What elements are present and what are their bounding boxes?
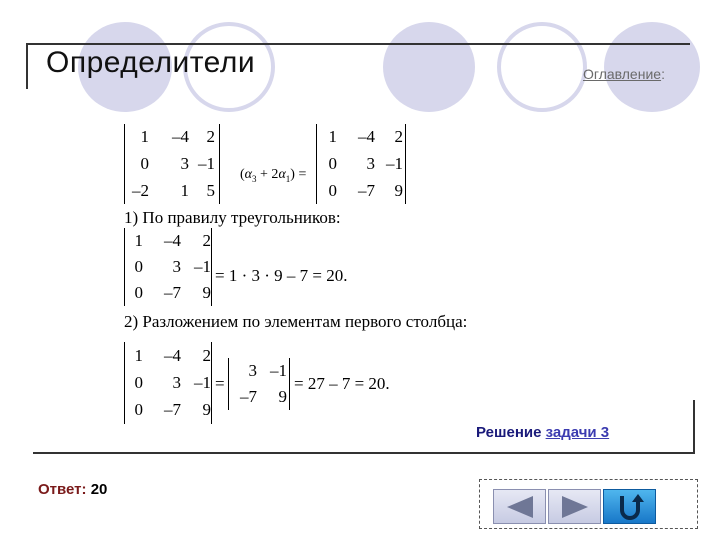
solution-prefix: Решение bbox=[476, 424, 546, 441]
step2-label: 2) Разложением по элементам первого столбца: bbox=[124, 312, 468, 331]
det-step1-cell: 1 bbox=[134, 231, 143, 250]
det-step2-cell: 0 bbox=[134, 400, 143, 420]
det-main-cell: –1 bbox=[198, 153, 215, 173]
alpha1: α bbox=[278, 167, 286, 182]
footer-rule-right bbox=[693, 400, 695, 453]
header-rule-left bbox=[26, 43, 28, 89]
det-step2-cell: –4 bbox=[164, 345, 181, 365]
u-turn-return-icon bbox=[613, 492, 647, 522]
det-step2-cell: 3 bbox=[172, 372, 181, 392]
det-step2-cell: 1 bbox=[134, 345, 143, 365]
toc-suffix: : bbox=[661, 66, 665, 82]
det-result-cell: 0 bbox=[328, 153, 337, 173]
toc-link[interactable]: Оглавление bbox=[583, 66, 662, 82]
alpha3-sub: 3 bbox=[252, 173, 257, 184]
minor-cell: 9 bbox=[278, 387, 287, 406]
det-main-cell: 1 bbox=[140, 127, 149, 147]
det-result bbox=[316, 124, 406, 204]
det-step1-cell: –7 bbox=[164, 283, 181, 302]
det-main-cell: –2 bbox=[132, 180, 149, 200]
minor-cell: 3 bbox=[248, 361, 257, 380]
det-result-cell: –4 bbox=[358, 127, 375, 147]
step2-expression: = 27 – 7 = 20. bbox=[294, 374, 390, 393]
det-main-cell: 2 bbox=[206, 127, 215, 147]
det-result-cell: 3 bbox=[366, 153, 375, 173]
det-main-cell: 5 bbox=[206, 180, 215, 200]
row-operation: $(\alpha_3 + 2\alpha_1)$ = bbox=[240, 167, 307, 184]
det-main-cell: 0 bbox=[140, 153, 149, 173]
det-step1-cell: –4 bbox=[164, 231, 181, 250]
forward-button[interactable] bbox=[548, 489, 601, 524]
det-main-cell: 3 bbox=[180, 153, 189, 173]
answer-label: Ответ: bbox=[38, 481, 87, 498]
nav-panel bbox=[479, 479, 698, 529]
minor-cell: –1 bbox=[270, 361, 287, 380]
minor-cell: –7 bbox=[240, 387, 257, 406]
det-step2 bbox=[124, 342, 212, 424]
det-step2-cell: 9 bbox=[202, 400, 211, 420]
det-step1-cell: 2 bbox=[202, 231, 211, 250]
det-step2-cell: –1 bbox=[194, 372, 211, 392]
header-rule-top bbox=[26, 43, 690, 45]
page-title: Определители bbox=[46, 46, 256, 79]
toc-area bbox=[583, 66, 665, 82]
det-main bbox=[124, 124, 220, 204]
det-result-cell: 1 bbox=[328, 127, 337, 147]
answer bbox=[38, 481, 107, 498]
arrow-left-icon bbox=[503, 494, 537, 520]
det-step1-cell: –1 bbox=[194, 257, 211, 276]
det-result-cell: 0 bbox=[328, 180, 337, 200]
det-result-cell: 9 bbox=[394, 180, 403, 200]
det-step1-cell: 3 bbox=[172, 257, 181, 276]
answer-value: 20 bbox=[90, 481, 108, 498]
det-step1-cell: 0 bbox=[134, 283, 143, 302]
det-result-cell: –1 bbox=[386, 153, 403, 173]
return-button[interactable] bbox=[603, 489, 656, 524]
solution-link[interactable]: задачи 3 bbox=[545, 424, 610, 441]
det-main-cell: –4 bbox=[172, 127, 189, 147]
det-step1 bbox=[124, 228, 212, 306]
det-step1-cell: 9 bbox=[202, 283, 211, 302]
det-step2-cell: 2 bbox=[202, 345, 211, 365]
alpha1-sub: 1 bbox=[285, 173, 291, 184]
arrow-right-icon bbox=[558, 494, 592, 520]
det-main-cell: 1 bbox=[180, 180, 189, 200]
det-step2-cell: –7 bbox=[164, 400, 181, 420]
decor-circle-3 bbox=[383, 22, 475, 112]
step2-eq-sign: = bbox=[215, 374, 225, 393]
step1-expression: = 1 · 3 · 9 – 7 = 20. bbox=[215, 266, 348, 285]
det-result-cell: –7 bbox=[358, 180, 375, 200]
det-step1-cell: 0 bbox=[134, 257, 143, 276]
decor-circle-4 bbox=[497, 22, 587, 112]
det-result-cell: 2 bbox=[394, 127, 403, 147]
step1-label: 1) По правилу треугольников: bbox=[124, 208, 341, 227]
back-button[interactable] bbox=[493, 489, 546, 524]
solution-link-area bbox=[476, 424, 609, 441]
footer-rule-bottom bbox=[33, 452, 695, 454]
det-step2-cell: 0 bbox=[134, 372, 143, 392]
minor-2x2 bbox=[228, 358, 290, 410]
alpha3: α bbox=[244, 167, 253, 182]
